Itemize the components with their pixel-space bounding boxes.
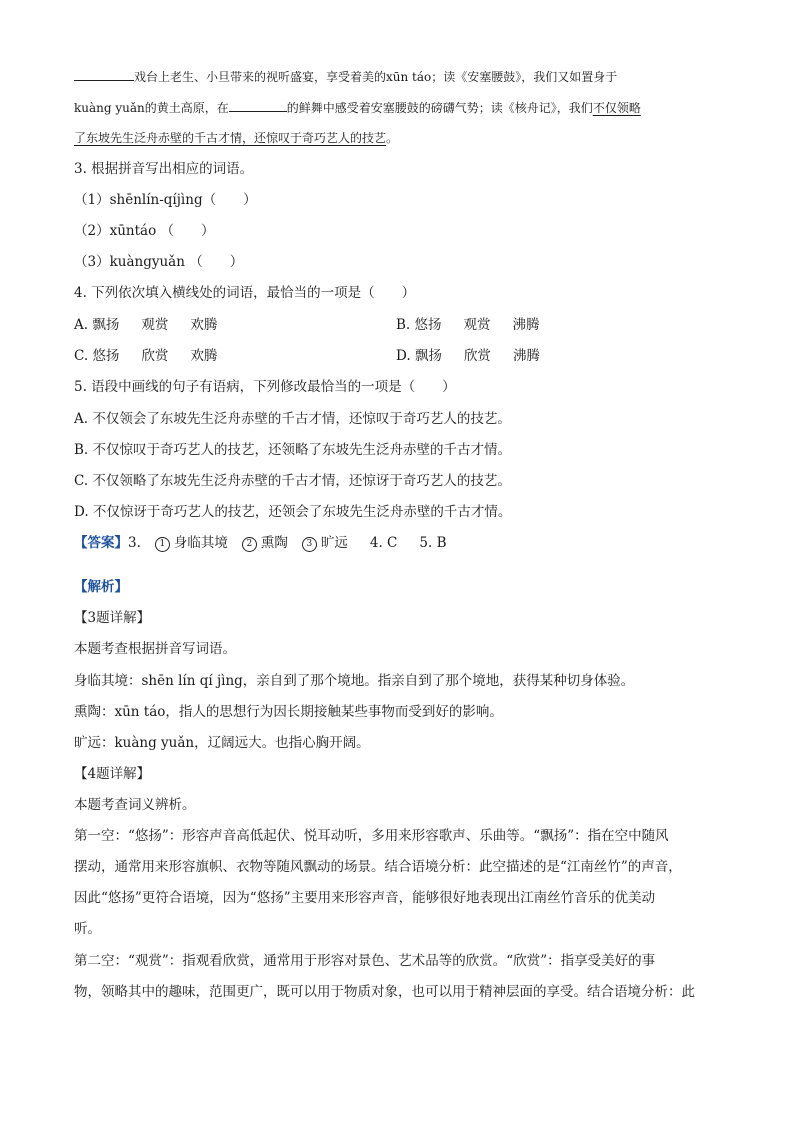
blank1-analysis-line-3: 因此“悠扬”更符合语境，因为“悠扬”主要用来形容声音，能够很好地表现出江南丝竹音乐的优美动 [74,890,656,906]
q4-stem: 4. 下列依次填入横线处的词语，最恰当的一项是（ ） [74,285,416,301]
fill-blank-2 [229,97,287,112]
q4-detail-heading: 【4题详解】 [74,766,151,782]
passage-line-1 [74,66,724,87]
q4-detail-intro: 本题考查词义辨析。 [74,797,196,813]
passage-line-2 [74,97,724,118]
blank1-analysis-line-2: 摆动，通常用来形容旗帜、衣物等随风飘动的场景。结合语境分析：此空描述的是“江南丝竹”的声音， [74,859,682,875]
circled-number: 2 [242,537,257,552]
definition-2: 熏陶：xūn táo，指人的思想行为因长期接触某些事物而受到好的影响。 [74,704,503,720]
passage-text: 的黄土高原，在 [144,101,229,115]
option-b: B. 悠扬 观赏 沸腾 [396,317,540,333]
q5-option-d: D. 不仅惊讶于奇巧艺人的技艺，还领会了东坡先生泛舟赤壁的千古才情。 [74,504,512,520]
analysis-label: 【解析】 [74,579,128,595]
blank2-analysis-line-1: 第二空：“观赏”：指观看欣赏，通常用于形容对景色、艺术品等的欣赏。“欣赏”：指享受美好的事 [74,953,656,969]
q4-options-row-2 [74,346,724,366]
q5-option-b: B. 不仅惊叹于奇巧艺人的技艺，还领略了东坡先生泛舟赤壁的千古才情。 [74,442,512,458]
option-a: A. 飘扬 观赏 欢腾 [74,317,218,333]
passage-line-3 [74,128,724,148]
pinyin-text: kuàng yuǎn [74,101,145,115]
q3-detail-heading: 【3题详解】 [74,610,151,626]
q3-item-2: （2）xūntáo （ ） [74,223,215,239]
definition-3: 旷远：kuàng yuǎn，辽阔远大。也指心胸开阔。 [74,735,370,751]
option-d: D. 飘扬 欣赏 沸腾 [396,348,540,364]
answer-label: 【答案】 [74,535,128,551]
underlined-sentence: 不仅领略 [592,101,641,115]
q3-detail-intro: 本题考查根据拼音写词语。 [74,641,236,657]
q5-option-c: C. 不仅领略了东坡先生泛舟赤壁的千古才情，还惊讶于奇巧艺人的技艺。 [74,473,511,489]
q5-stem: 5. 语段中画线的句子有语病，下列修改最恰当的一项是（ ） [74,379,456,395]
option-c: C. 悠扬 欣赏 欢腾 [74,348,218,364]
passage-text: 的鲜舞中感受着安塞腰鼓的磅礴气势；读《核舟记》，我们 [286,101,593,115]
circled-number: 1 [155,537,170,552]
passage-text: ；读《安塞腰鼓》，我们又如置身于 [431,70,618,84]
circled-number: 3 [302,537,317,552]
q5-option-a: A. 不仅领会了东坡先生泛舟赤壁的千古才情，还惊叹于奇巧艺人的技艺。 [74,411,511,427]
blank1-analysis-line-1: 第一空：“悠扬”：形容声音高低起伏、悦耳动听，多用来形容歌声、乐曲等。“飘扬”：指在空中随风 [74,828,669,844]
passage-text: 戏台上老生、小旦带来的视听盛宴，享受着美的 [134,70,387,84]
q3-item-1: （1）shēnlín-qíjìng（ ） [74,192,257,208]
answer-line: 【答案】3. 1 身临其境 2 熏陶 3 旷远 4. C 5. B [74,535,447,551]
q3-stem: 3. 根据拼音写出相应的词语。 [74,161,254,177]
passage-text: 。 [386,131,399,145]
q3-item-3: （3）kuàngyuǎn （ ） [74,254,244,270]
underlined-sentence: 了东坡先生泛舟赤壁的千古才情，还惊叹于奇巧艺人的技艺 [74,131,387,145]
fill-blank-1 [74,66,134,81]
pinyin-text: xūn táo [386,70,432,84]
q4-options-row-1 [74,315,724,335]
blank1-analysis-line-4: 听。 [74,921,101,937]
definition-1: 身临其境：shēn lín qí jìng，亲自到了那个境地。指亲自到了那个境地，获得某种切身体验。 [74,673,635,689]
blank2-analysis-line-2: 物，领略其中的趣味，范围更广，既可以用于物质对象，也可以用于精神层面的享受。结合语境分析：此 [74,984,695,1000]
